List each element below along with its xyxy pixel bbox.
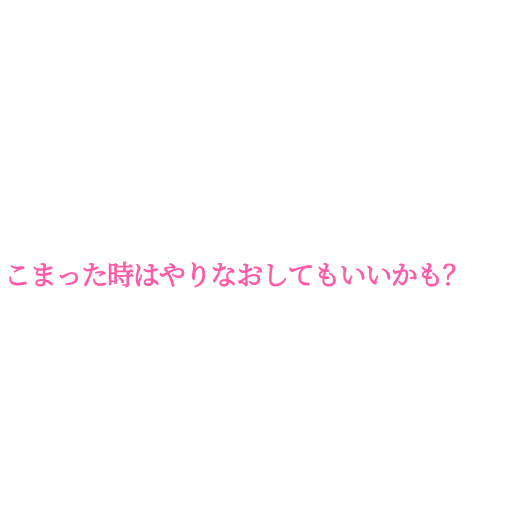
hint-message: こまった時はやりなおしてもいいかも？ [4,261,469,292]
